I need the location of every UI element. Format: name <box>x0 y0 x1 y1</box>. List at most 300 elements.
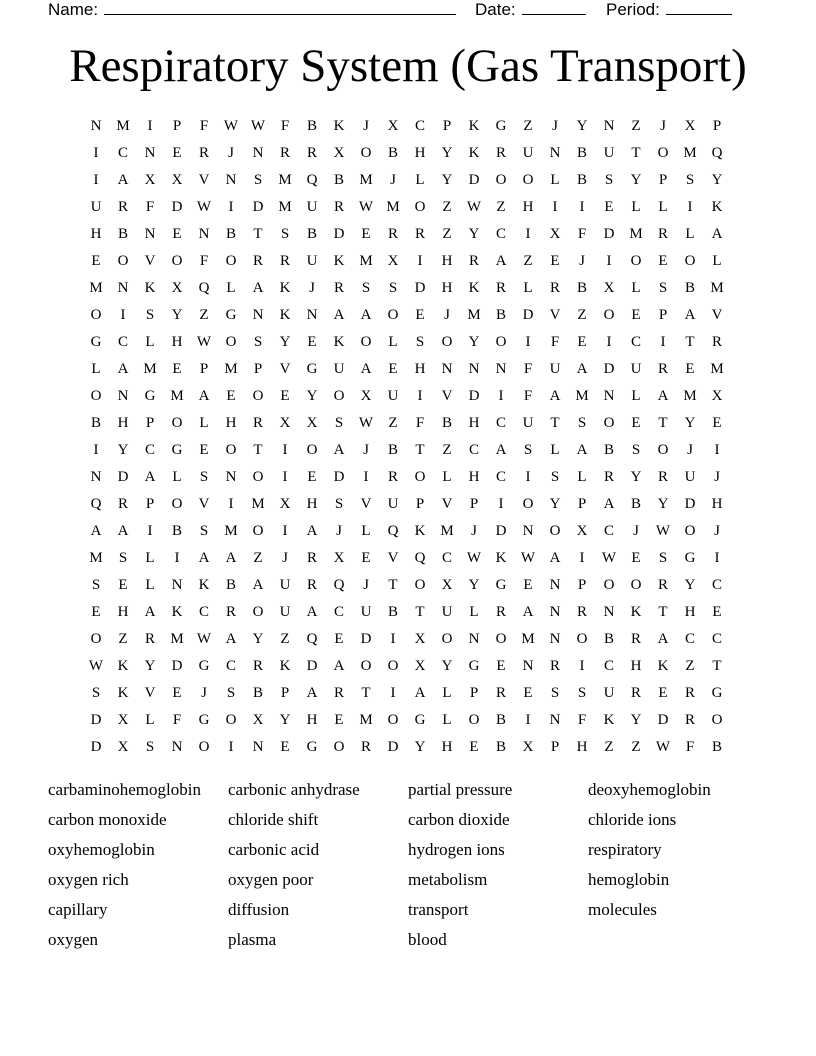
grid-letter: W <box>88 658 104 674</box>
grid-letter: O <box>387 712 399 728</box>
grid-letter: I <box>174 550 180 566</box>
grid-letter: C <box>198 604 209 620</box>
grid-letter: F <box>523 388 533 404</box>
grid-letter: D <box>117 469 129 485</box>
grid-letter: X <box>333 145 345 161</box>
grid-letter: Y <box>279 334 291 350</box>
grid-letter: O <box>171 253 183 269</box>
grid-letter: U <box>441 604 453 620</box>
grid-letter: N <box>549 604 561 620</box>
grid-letter: C <box>711 631 722 647</box>
grid-letter: I <box>417 253 423 269</box>
grid-letter: U <box>306 253 318 269</box>
grid-letter: Y <box>306 388 318 404</box>
grid-letter: N <box>549 577 561 593</box>
grid-letter: J <box>660 118 666 134</box>
grid-letter: A <box>657 631 669 647</box>
grid-letter: E <box>604 199 614 215</box>
grid-letter: D <box>414 280 426 296</box>
grid-letter: O <box>252 523 264 539</box>
grid-letter: I <box>93 442 99 458</box>
grid-letter: O <box>441 631 453 647</box>
grid-letter: S <box>550 469 560 485</box>
grid-letter: N <box>603 388 615 404</box>
grid-letter: B <box>90 415 101 431</box>
grid-letter: R <box>711 334 722 350</box>
grid-letter: O <box>171 415 183 431</box>
grid-letter: H <box>711 496 723 512</box>
grid-letter: L <box>442 712 452 728</box>
period-blank-line <box>666 0 732 15</box>
grid-letter: K <box>117 685 129 701</box>
grid-row <box>84 653 732 680</box>
grid-letter: V <box>441 388 453 404</box>
grid-letter: N <box>522 523 534 539</box>
grid-letter: A <box>549 550 561 566</box>
grid-letter: Y <box>414 739 426 755</box>
grid-letter: Z <box>685 658 695 674</box>
grid-letter: A <box>522 604 534 620</box>
grid-letter: A <box>117 523 129 539</box>
grid-letter: Z <box>280 631 290 647</box>
grid-letter: A <box>360 361 372 377</box>
grid-letter: D <box>90 712 102 728</box>
grid-letter: L <box>415 172 425 188</box>
grid-letter: I <box>714 442 720 458</box>
grid-letter: O <box>549 523 561 539</box>
grid-letter: O <box>657 145 669 161</box>
grid-letter: E <box>172 226 182 242</box>
grid-letter: L <box>361 523 371 539</box>
grid-row <box>84 572 732 599</box>
grid-letter: M <box>359 172 373 188</box>
grid-letter: E <box>415 307 425 323</box>
grid-letter: U <box>684 469 696 485</box>
grid-letter: Y <box>441 172 453 188</box>
grid-letter: I <box>714 550 720 566</box>
grid-letter: E <box>226 388 236 404</box>
word-bank-item: hydrogen ions <box>408 840 505 859</box>
grid-letter: A <box>495 442 507 458</box>
grid-letter: I <box>579 550 585 566</box>
grid-letter: R <box>279 145 290 161</box>
grid-letter: N <box>252 145 264 161</box>
grid-letter: X <box>144 172 156 188</box>
grid-letter: M <box>575 388 589 404</box>
word-bank-item: partial pressure <box>408 780 513 799</box>
grid-letter: O <box>414 577 426 593</box>
grid-letter: L <box>145 334 155 350</box>
grid-letter: I <box>525 469 531 485</box>
grid-letter: F <box>172 712 182 728</box>
grid-letter: V <box>144 685 156 701</box>
grid-letter: G <box>198 712 210 728</box>
grid-letter: Z <box>388 415 398 431</box>
grid-row <box>84 140 732 167</box>
grid-letter: X <box>306 415 318 431</box>
grid-letter: L <box>577 469 587 485</box>
grid-letter: R <box>576 604 587 620</box>
grid-letter: B <box>576 280 587 296</box>
grid-letter: B <box>630 496 641 512</box>
grid-letter: D <box>360 631 372 647</box>
grid-letter: Q <box>414 550 426 566</box>
grid-letter: O <box>414 469 426 485</box>
grid-letter: Z <box>253 550 263 566</box>
grid-letter: Z <box>442 226 452 242</box>
grid-letter: I <box>525 334 531 350</box>
grid-letter: I <box>390 685 396 701</box>
grid-row <box>84 383 732 410</box>
grid-letter: J <box>579 253 585 269</box>
grid-letter: M <box>224 523 238 539</box>
grid-letter: O <box>603 577 615 593</box>
grid-letter: H <box>306 496 318 512</box>
date-blank-line <box>522 0 586 15</box>
grid-letter: K <box>198 577 210 593</box>
grid-letter: O <box>225 442 237 458</box>
grid-letter: Z <box>604 739 614 755</box>
grid-letter: J <box>390 172 396 188</box>
grid-letter: L <box>550 442 560 458</box>
grid-letter: D <box>468 172 480 188</box>
grid-letter: X <box>684 118 696 134</box>
grid-letter: E <box>631 550 641 566</box>
grid-letter: U <box>549 361 561 377</box>
grid-letter: O <box>495 631 507 647</box>
grid-letter: P <box>415 496 425 512</box>
grid-letter: D <box>333 226 345 242</box>
grid-letter: V <box>279 361 291 377</box>
grid-letter: E <box>307 334 317 350</box>
grid-letter: Q <box>90 496 102 512</box>
grid-letter: R <box>252 415 263 431</box>
grid-letter: J <box>471 523 477 539</box>
grid-letter: T <box>253 442 263 458</box>
grid-letter: J <box>552 118 558 134</box>
grid-letter: N <box>549 631 561 647</box>
grid-letter: B <box>495 307 506 323</box>
grid-letter: B <box>225 226 236 242</box>
grid-letter: A <box>495 253 507 269</box>
grid-letter: R <box>306 577 317 593</box>
grid-letter: A <box>252 577 264 593</box>
word-bank-item: carbaminohemoglobin <box>48 780 201 799</box>
grid-letter: Y <box>711 172 723 188</box>
grid-letter: P <box>442 118 452 134</box>
grid-letter: J <box>633 523 639 539</box>
grid-letter: U <box>630 361 642 377</box>
grid-letter: B <box>495 712 506 728</box>
grid-letter: Z <box>523 118 533 134</box>
grid-letter: P <box>280 685 290 701</box>
grid-letter: K <box>171 604 183 620</box>
word-bank-item: blood <box>408 930 447 949</box>
grid-letter: L <box>550 172 560 188</box>
grid-letter: W <box>520 550 536 566</box>
grid-letter: Y <box>441 145 453 161</box>
grid-letter: R <box>603 469 614 485</box>
grid-letter: F <box>577 712 587 728</box>
grid-letter: E <box>172 145 182 161</box>
grid-letter: Y <box>630 469 642 485</box>
grid-letter: R <box>333 685 344 701</box>
grid-letter: S <box>253 172 263 188</box>
grid-letter: E <box>496 658 506 674</box>
grid-letter: Q <box>711 145 723 161</box>
grid-letter: E <box>523 577 533 593</box>
grid-letter: R <box>117 199 128 215</box>
grid-letter: I <box>579 199 585 215</box>
grid-letter: X <box>441 577 453 593</box>
grid-letter: J <box>201 685 207 701</box>
grid-letter: Z <box>199 307 209 323</box>
grid-letter: W <box>196 334 212 350</box>
grid-letter: C <box>711 577 722 593</box>
grid-row <box>84 464 732 491</box>
grid-letter: A <box>306 685 318 701</box>
grid-row <box>84 329 732 356</box>
grid-letter: N <box>603 604 615 620</box>
grid-letter: R <box>630 631 641 647</box>
date-field <box>475 0 586 19</box>
grid-letter: P <box>577 496 587 512</box>
grid-letter: P <box>658 307 668 323</box>
grid-letter: Q <box>387 523 399 539</box>
grid-letter: X <box>117 712 129 728</box>
grid-letter: I <box>606 253 612 269</box>
grid-letter: X <box>171 172 183 188</box>
grid-letter: L <box>442 685 452 701</box>
grid-letter: I <box>147 523 153 539</box>
grid-letter: H <box>441 739 453 755</box>
grid-letter: H <box>171 334 183 350</box>
word-search-grid <box>84 113 732 761</box>
grid-letter: F <box>523 361 533 377</box>
grid-letter: M <box>710 280 724 296</box>
grid-letter: A <box>576 442 588 458</box>
grid-letter: M <box>251 496 265 512</box>
grid-letter: C <box>684 631 695 647</box>
word-bank-item: carbon dioxide <box>408 810 510 829</box>
grid-letter: T <box>712 658 722 674</box>
grid-letter: O <box>495 172 507 188</box>
grid-letter: N <box>441 361 453 377</box>
grid-letter: O <box>495 334 507 350</box>
grid-letter: X <box>576 523 588 539</box>
grid-letter: X <box>387 253 399 269</box>
grid-letter: N <box>90 118 102 134</box>
grid-letter: G <box>225 307 237 323</box>
grid-letter: A <box>117 172 129 188</box>
grid-letter: C <box>144 442 155 458</box>
word-bank-item: hemoglobin <box>588 870 670 889</box>
grid-letter: A <box>549 388 561 404</box>
grid-letter: W <box>223 118 239 134</box>
grid-letter: N <box>117 280 129 296</box>
word-bank-item: chloride shift <box>228 810 319 829</box>
grid-letter: H <box>468 415 480 431</box>
grid-letter: M <box>224 361 238 377</box>
grid-letter: C <box>495 415 506 431</box>
grid-letter: N <box>603 118 615 134</box>
grid-letter: Z <box>631 739 641 755</box>
grid-letter: K <box>279 658 291 674</box>
grid-letter: M <box>710 361 724 377</box>
grid-letter: A <box>603 496 615 512</box>
grid-letter: Z <box>496 199 506 215</box>
grid-letter: A <box>306 523 318 539</box>
grid-letter: X <box>387 118 399 134</box>
grid-letter: H <box>522 199 534 215</box>
grid-letter: Y <box>441 658 453 674</box>
grid-letter: V <box>198 496 210 512</box>
grid-letter: D <box>495 523 507 539</box>
grid-letter: C <box>603 658 614 674</box>
grid-letter: S <box>631 442 641 458</box>
grid-letter: S <box>550 685 560 701</box>
grid-letter: P <box>469 496 479 512</box>
grid-letter: Y <box>117 442 129 458</box>
grid-letter: C <box>414 118 425 134</box>
name-label: Name: <box>48 0 99 19</box>
grid-letter: L <box>631 388 641 404</box>
grid-letter: E <box>334 712 344 728</box>
grid-letter: E <box>199 442 209 458</box>
grid-letter: H <box>117 415 129 431</box>
grid-letter: B <box>225 577 236 593</box>
grid-letter: E <box>685 361 695 377</box>
grid-letter: G <box>306 361 318 377</box>
grid-letter: H <box>441 280 453 296</box>
grid-letter: X <box>279 415 291 431</box>
grid-letter: K <box>144 280 156 296</box>
grid-letter: N <box>252 739 264 755</box>
grid-letter: E <box>361 226 371 242</box>
grid-row <box>84 221 732 248</box>
grid-letter: W <box>358 415 374 431</box>
grid-letter: E <box>631 415 641 431</box>
grid-letter: I <box>606 334 612 350</box>
grid-row <box>84 167 732 194</box>
grid-letter: Q <box>306 631 318 647</box>
grid-letter: R <box>306 145 317 161</box>
grid-letter: S <box>577 685 587 701</box>
grid-letter: Z <box>577 307 587 323</box>
grid-letter: X <box>414 631 426 647</box>
grid-letter: U <box>522 145 534 161</box>
grid-letter: R <box>387 226 398 242</box>
grid-letter: L <box>388 334 398 350</box>
grid-letter: M <box>359 712 373 728</box>
grid-letter: D <box>306 658 318 674</box>
grid-letter: N <box>171 577 183 593</box>
grid-letter: O <box>441 334 453 350</box>
word-bank-item: deoxyhemoglobin <box>588 780 711 799</box>
grid-letter: U <box>306 199 318 215</box>
grid-letter: I <box>282 523 288 539</box>
grid-letter: T <box>550 415 560 431</box>
grid-letter: O <box>468 712 480 728</box>
grid-letter: P <box>145 415 155 431</box>
grid-letter: V <box>549 307 561 323</box>
page-title: Respiratory System (Gas Transport) <box>69 40 747 92</box>
grid-row <box>84 680 732 707</box>
grid-letter: O <box>225 334 237 350</box>
grid-letter: I <box>147 118 153 134</box>
grid-letter: X <box>252 712 264 728</box>
grid-letter: E <box>712 415 722 431</box>
grid-letter: R <box>360 739 371 755</box>
grid-letter: A <box>333 658 345 674</box>
grid-letter: T <box>415 442 425 458</box>
grid-letter: S <box>388 280 398 296</box>
grid-letter: G <box>684 550 696 566</box>
grid-letter: S <box>280 226 290 242</box>
grid-letter: J <box>228 145 234 161</box>
grid-letter: D <box>171 658 183 674</box>
grid-letter: F <box>199 118 209 134</box>
grid-letter: A <box>657 388 669 404</box>
grid-letter: I <box>660 334 666 350</box>
grid-letter: U <box>603 145 615 161</box>
grid-letter: L <box>523 280 533 296</box>
grid-letter: J <box>336 523 342 539</box>
grid-letter: O <box>117 253 129 269</box>
word-bank-item: carbon monoxide <box>48 810 167 829</box>
grid-letter: N <box>522 658 534 674</box>
grid-letter: U <box>360 604 372 620</box>
grid-letter: J <box>714 469 720 485</box>
grid-letter: R <box>225 604 236 620</box>
grid-letter: Q <box>198 280 210 296</box>
grid-letter: S <box>91 685 101 701</box>
word-bank-item: plasma <box>228 930 277 949</box>
grid-letter: S <box>118 550 128 566</box>
grid-letter: L <box>442 469 452 485</box>
grid-letter: R <box>117 496 128 512</box>
grid-letter: M <box>629 226 643 242</box>
grid-letter: U <box>387 388 399 404</box>
grid-letter: R <box>657 577 668 593</box>
grid-letter: Y <box>576 118 588 134</box>
grid-letter: H <box>306 712 318 728</box>
grid-row <box>84 599 732 626</box>
grid-letter: B <box>252 685 263 701</box>
grid-letter: R <box>279 253 290 269</box>
grid-letter: N <box>90 469 102 485</box>
grid-letter: M <box>89 280 103 296</box>
grid-letter: H <box>414 145 426 161</box>
grid-row <box>84 356 732 383</box>
grid-letter: O <box>630 577 642 593</box>
grid-letter: R <box>495 685 506 701</box>
grid-letter: P <box>658 172 668 188</box>
grid-letter: G <box>90 334 102 350</box>
grid-row <box>84 545 732 572</box>
grid-letter: B <box>576 145 587 161</box>
grid-letter: N <box>225 172 237 188</box>
grid-letter: T <box>253 226 263 242</box>
grid-letter: O <box>252 604 264 620</box>
grid-letter: L <box>631 199 641 215</box>
grid-letter: V <box>198 172 210 188</box>
grid-letter: O <box>576 631 588 647</box>
grid-letter: D <box>603 361 615 377</box>
grid-letter: R <box>657 226 668 242</box>
grid-letter: I <box>228 496 234 512</box>
grid-letter: M <box>170 631 184 647</box>
